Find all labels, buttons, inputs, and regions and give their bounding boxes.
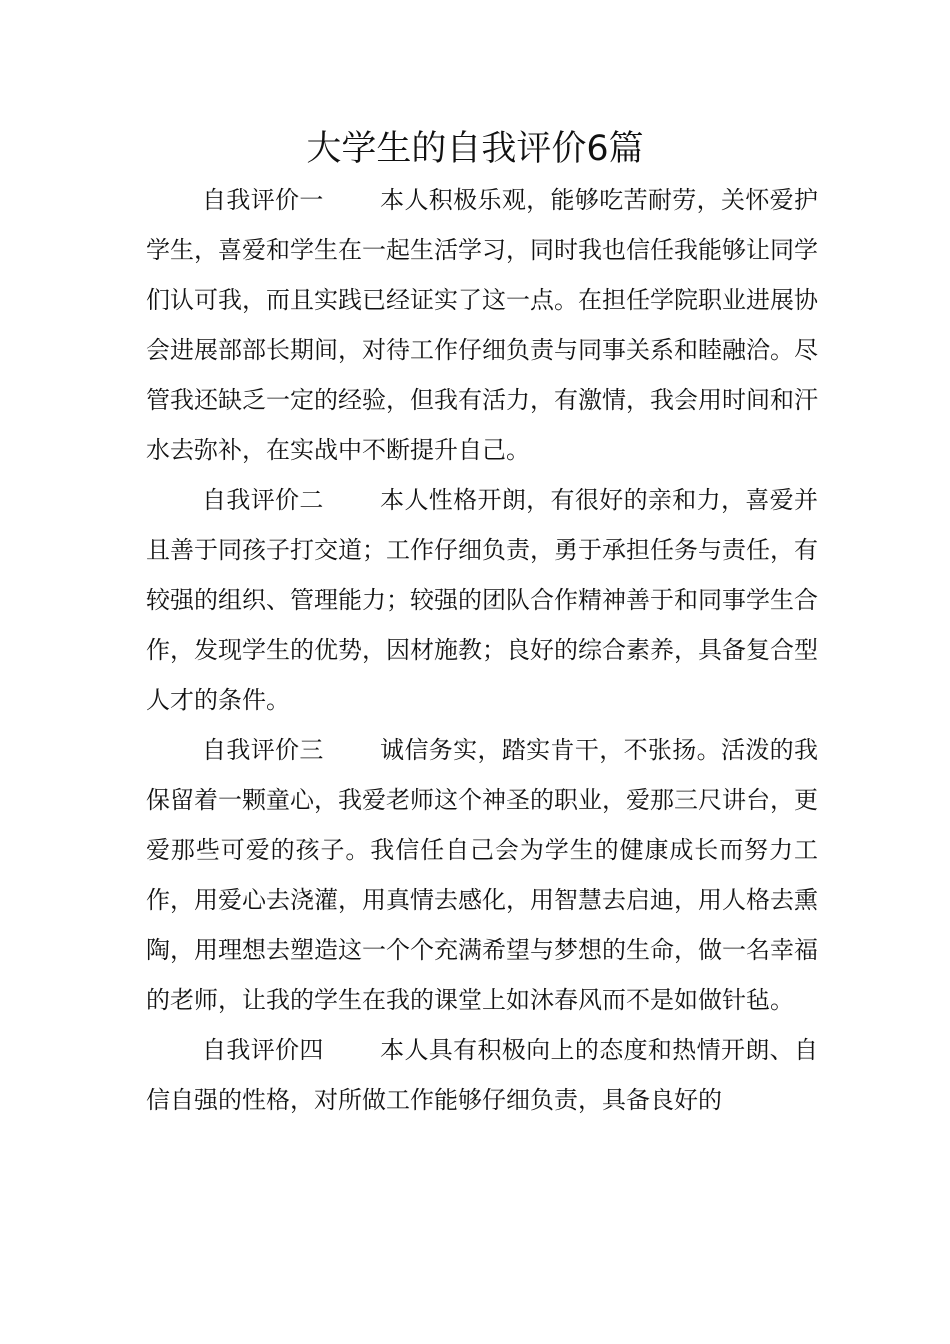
document-body xyxy=(146,175,818,1125)
section-text: 诚信务实，踏实肯干，不张扬。活泼的我保留着一颗童心，我爱老师这个神圣的职业，爱那三尺讲台，更爱那些可爱的孩子。我信任自己会为学生的健康成长而努力工作，用爱心去浇灌，用真情去感化，用智慧去启迪，用人格去熏陶，用理想去塑造这一个个充满希望与梦想的生命，做一名幸福的老师，让我的学生在我的课堂上如沐春风而不是如做针毡。 xyxy=(146,736,819,1014)
self-evaluation-4 xyxy=(146,1025,818,1125)
section-text: 本人具有积极向上的态度和热情开朗、自信自强的性格，对所做工作能够仔细负责，具备良好的 xyxy=(146,1036,819,1114)
section-text: 本人积极乐观，能够吃苦耐劳，关怀爱护学生，喜爱和学生在一起生活学习，同时我也信任我能够让同学们认可我，而且实践已经证实了这一点。在担任学院职业进展协会进展部部长期间，对待工作仔细负责与同事关系和睦融洽。尽管我还缺乏一定的经验，但我有活力，有激情，我会用时间和汗水去弥补，在实战中不断提升自己。 xyxy=(146,186,819,464)
section-label: 自我评价二 xyxy=(202,486,324,514)
section-text: 本人性格开朗，有很好的亲和力，喜爱并且善于同孩子打交道；工作仔细负责，勇于承担任务与责任，有较强的组织、管理能力；较强的团队合作精神善于和同事学生合作，发现学生的优势，因材施教；良好的综合素养，具备复合型人才的条件。 xyxy=(146,486,819,714)
section-label: 自我评价三 xyxy=(202,736,324,764)
document-title: 大学生的自我评价6篇 xyxy=(306,129,644,169)
self-evaluation-1 xyxy=(146,175,818,475)
section-label: 自我评价四 xyxy=(202,1036,324,1064)
section-label: 自我评价一 xyxy=(202,186,324,214)
self-evaluation-3 xyxy=(146,725,818,1025)
self-evaluation-2 xyxy=(146,475,818,725)
